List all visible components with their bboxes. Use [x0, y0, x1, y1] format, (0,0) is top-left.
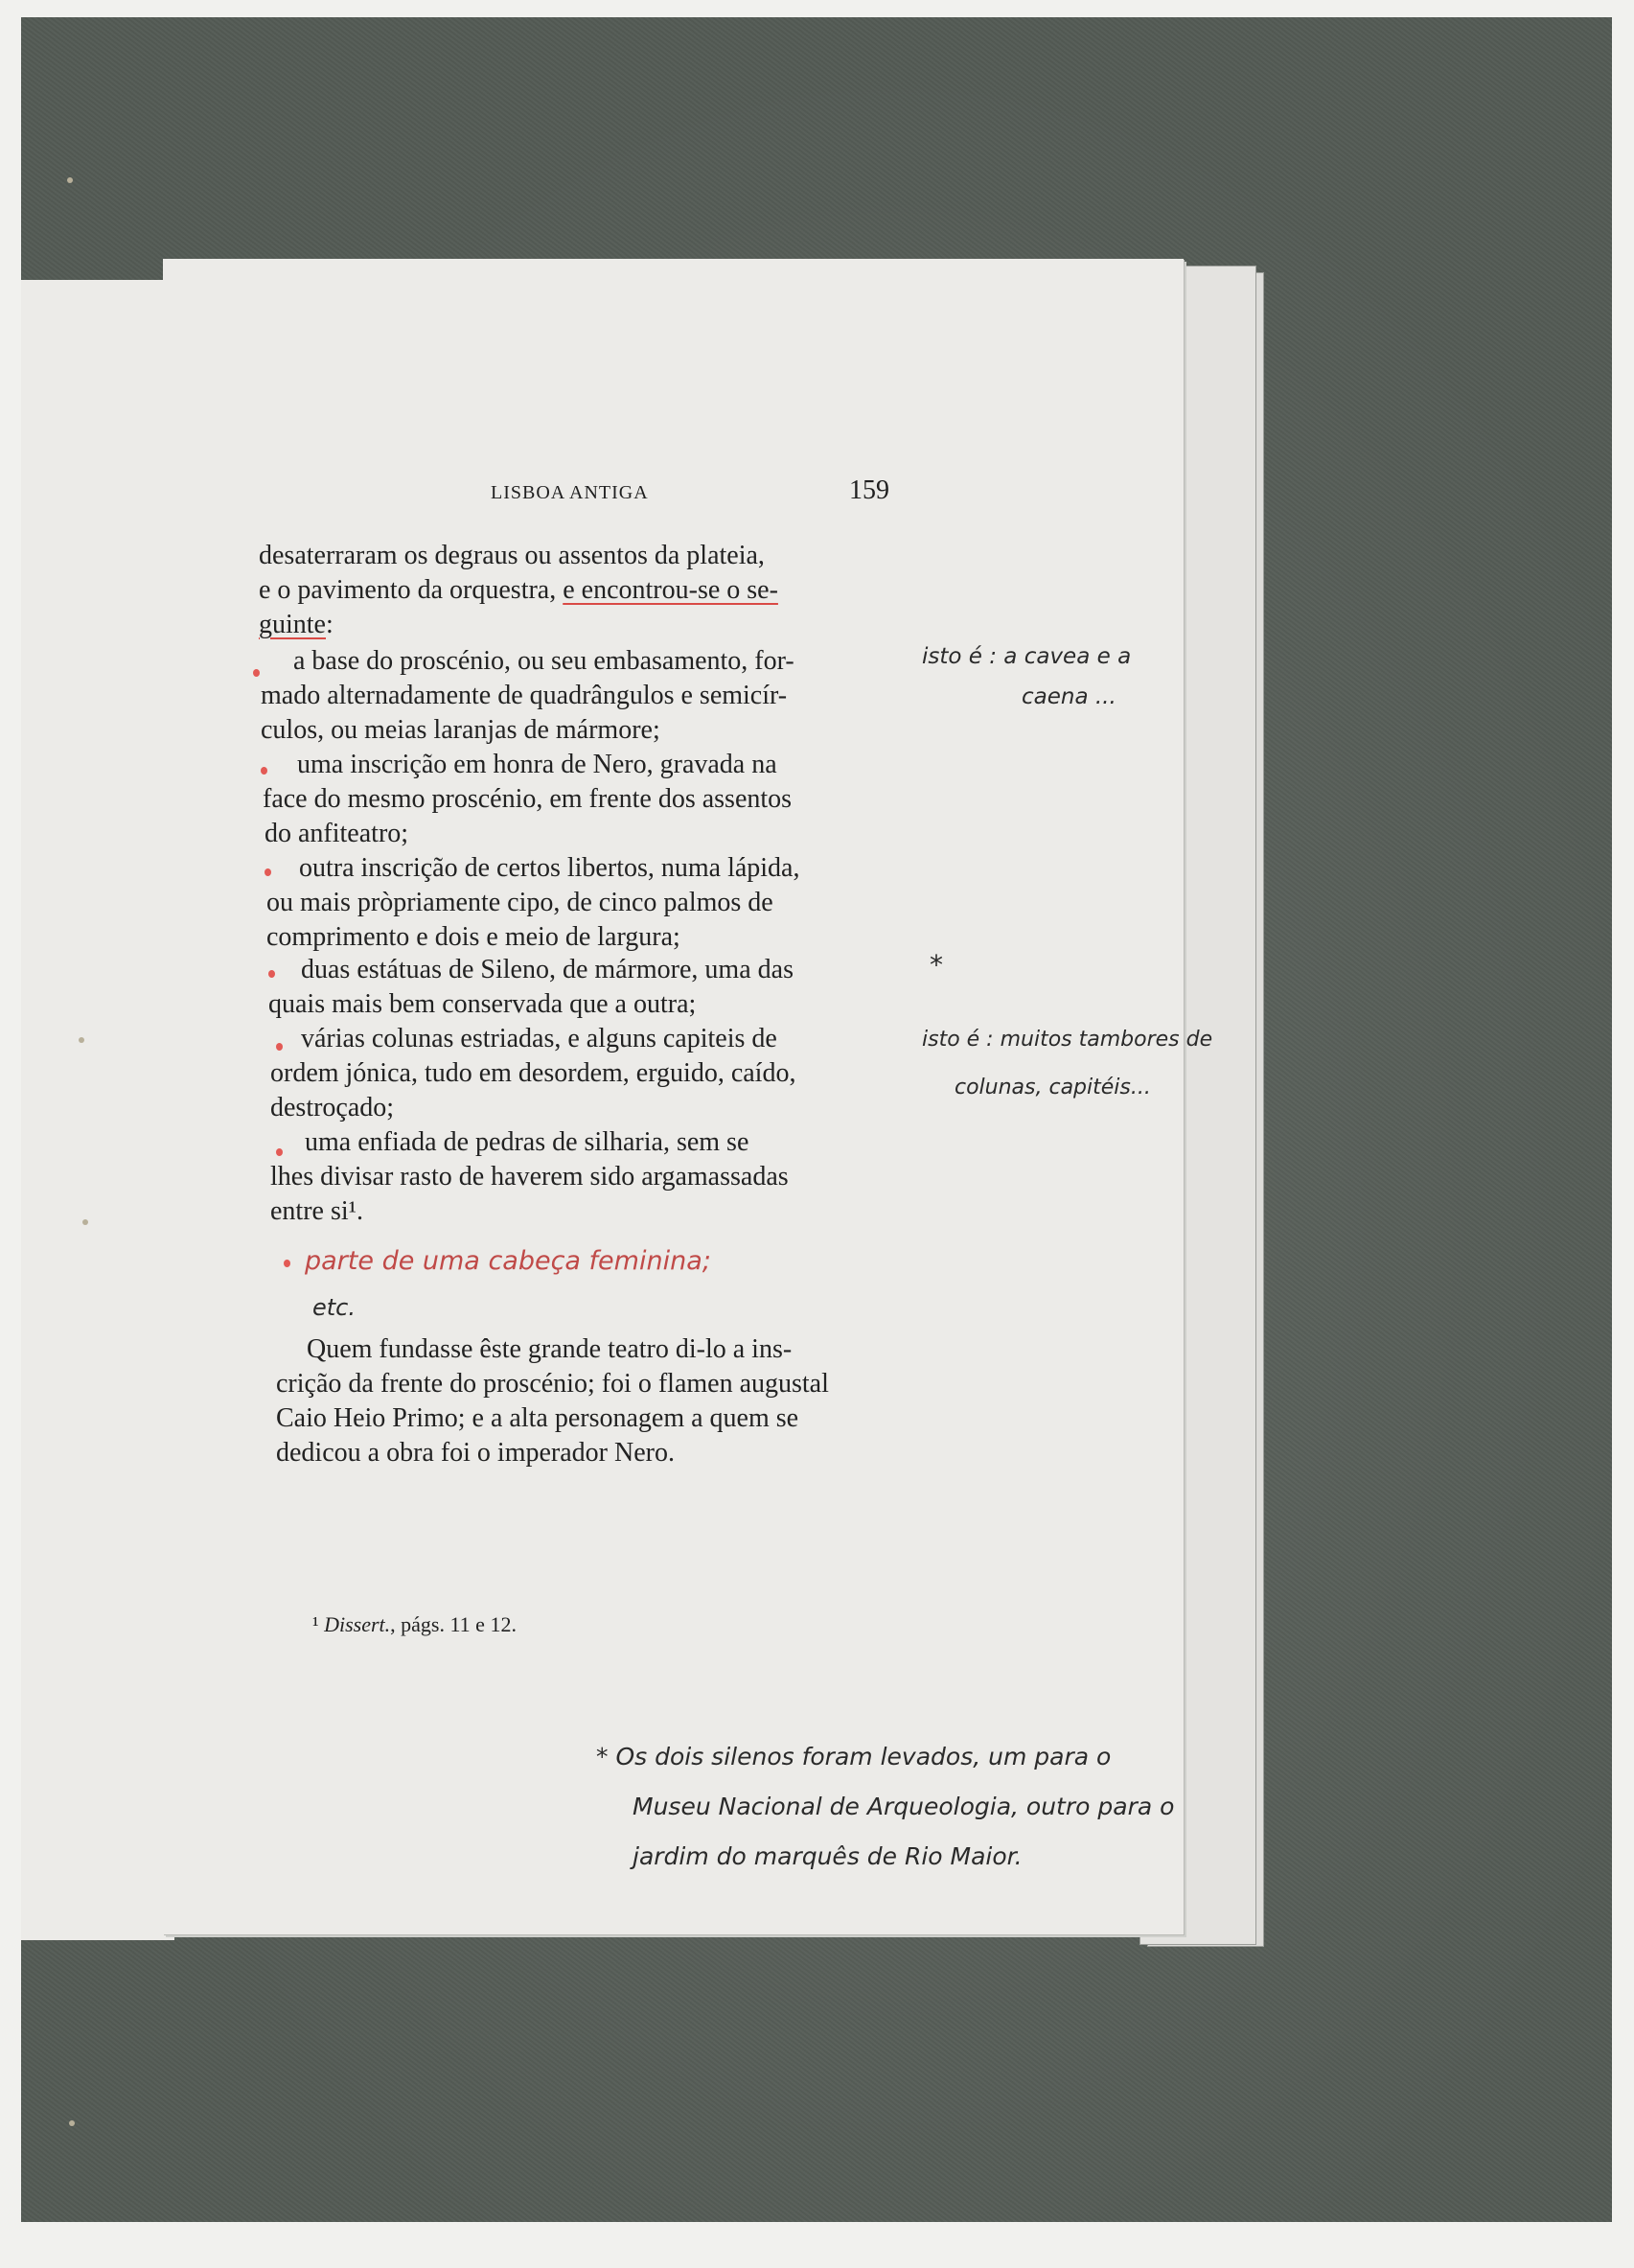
text-line: dedicou a obra foi o imperador Nero.	[276, 1438, 675, 1468]
red-bullet-mark	[276, 1043, 283, 1051]
red-bullet-mark	[265, 868, 271, 876]
text-line: entre si¹.	[270, 1196, 364, 1226]
red-bullet-mark	[268, 970, 275, 978]
facing-page	[21, 280, 174, 1940]
text-line: desaterraram os degraus ou assentos da plateia,	[259, 541, 765, 570]
bottom-note: jardim do marquês de Rio Maior.	[633, 1842, 1023, 1870]
text-line: ou mais pròpriamente cipo, de cinco palmos de	[266, 888, 773, 917]
text-line: e o pavimento da orquestra, e encontrou-se o se-	[259, 575, 778, 605]
footnote: ¹ Dissert., págs. 11 e 12.	[312, 1612, 517, 1636]
red-bullet-mark	[261, 767, 267, 775]
bottom-note: Museu Nacional de Arqueologia, outro para o	[633, 1793, 1175, 1820]
page-number: 159	[849, 475, 889, 505]
text-line: mado alternadamente de quadrângulos e semicír-	[261, 681, 788, 710]
margin-note: caena ...	[1022, 684, 1116, 709]
text-line: a base do proscénio, ou seu embasamento, for-	[293, 646, 794, 676]
text-line: Caio Heio Primo; e a alta personagem a quem se	[276, 1403, 799, 1433]
text-line: comprimento e dois e meio de largura;	[266, 922, 680, 952]
text-line: do anfiteatro;	[265, 819, 409, 848]
text-line: crição da frente do proscénio; foi o flamen augustal	[276, 1369, 829, 1399]
running-title: LISBOA ANTIGA	[491, 482, 649, 503]
margin-note: isto é : a cavea e a	[922, 644, 1132, 669]
red-bullet-mark	[253, 669, 260, 677]
star-mark: *	[930, 949, 943, 981]
bottom-note: * Os dois silenos foram levados, um para o	[596, 1743, 1112, 1770]
text-line: culos, ou meias laranjas de mármore;	[261, 715, 660, 745]
text-line: outra inscrição de certos libertos, numa lápida,	[299, 853, 800, 883]
handwritten-addition: etc.	[312, 1294, 356, 1321]
margin-note: isto é : muitos tambores de	[922, 1028, 1213, 1052]
handwritten-addition: parte de uma cabeça feminina;	[305, 1246, 711, 1276]
text-line: uma inscrição em honra de Nero, gravada na	[297, 750, 777, 779]
underlined-phrase: e encontrou-se o se-	[563, 575, 778, 605]
text-line: ordem jónica, tudo em desordem, erguido, caído,	[270, 1058, 796, 1088]
text-line: duas estátuas de Sileno, de mármore, uma das	[301, 955, 794, 984]
text-line: lhes divisar rasto de haverem sido argamassadas	[270, 1162, 789, 1192]
binder-hole	[69, 2120, 75, 2126]
text-line: quais mais bem conservada que a outra;	[268, 989, 697, 1019]
binder-hole	[67, 177, 73, 183]
binder-hole	[82, 1219, 88, 1225]
text-line: destroçado;	[270, 1093, 395, 1122]
binder-hole	[79, 1037, 84, 1043]
margin-note: colunas, capitéis...	[955, 1076, 1151, 1099]
red-bullet-mark	[284, 1260, 290, 1267]
text-line: guinte:	[259, 610, 334, 639]
red-bullet-mark	[276, 1148, 283, 1156]
text-line: uma enfiada de pedras de silharia, sem se	[305, 1127, 749, 1157]
text-line: várias colunas estriadas, e alguns capiteis de	[301, 1024, 777, 1053]
text-line: face do mesmo proscénio, em frente dos assentos	[263, 784, 793, 814]
text-line: Quem fundasse êste grande teatro di-lo a ins-	[307, 1334, 793, 1364]
